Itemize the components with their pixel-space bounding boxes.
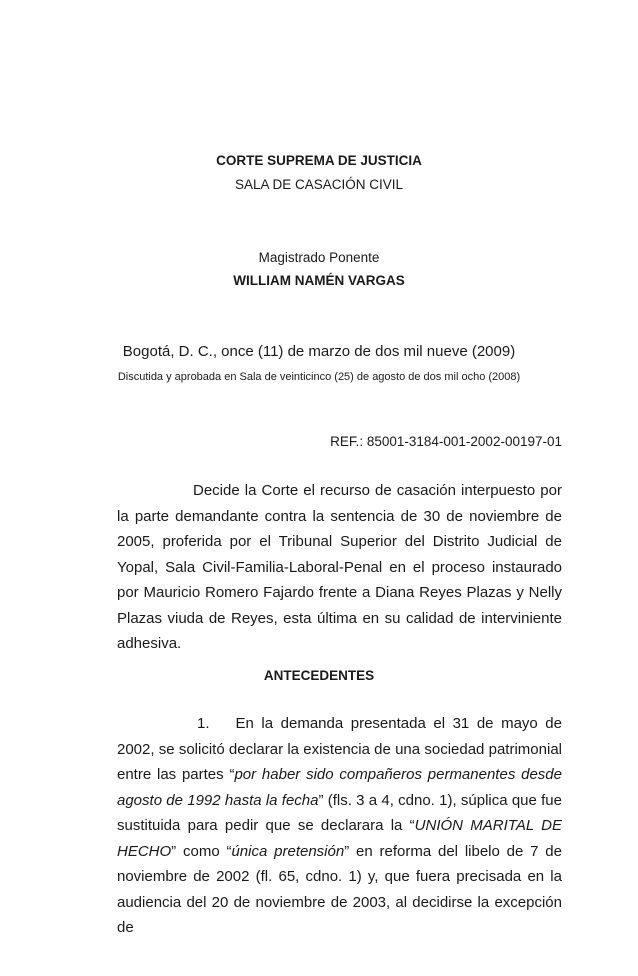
ponente-label: Magistrado Ponente xyxy=(258,250,380,265)
court-name: CORTE SUPREMA DE JUSTICIA xyxy=(216,153,422,168)
antecedent-item-1 xyxy=(117,711,562,941)
chamber-name: SALA DE CASACIÓN CIVIL xyxy=(234,177,404,192)
item-quote: UNIÓN MARITAL DE HECHO xyxy=(117,817,562,860)
item-text: ” como “ xyxy=(171,842,232,860)
item-text: ” en reforma del libelo de 7 de noviembre de 2002 (fl. 65, cdno. 1) y, que fuera precisada en la audiencia del 20 de noviembre de 2003, al decidirse la excepción de xyxy=(117,842,562,936)
intro-paragraph: Decide la Corte el recurso de casación interpuesto por la parte demandante contra la sentencia de 30 de noviembre de 2005, proferida por el Tribunal Superior del Distrito Judicial de Yopal, Sala Civil-Familia-Laboral-Penal en el proceso instaurado por Mauricio Romero Fajardo frente a Diana Reyes Plazas y Nelly Plazas viuda de Reyes, esta última en su calidad de interviniente adhesiva. xyxy=(117,482,562,652)
case-reference: REF.: 85001-3184-001-2002-00197-01 xyxy=(330,434,562,449)
item-quote: única pretensión xyxy=(231,842,345,860)
item-text: En la demanda presentada el 31 de mayo de 2002, se solicitó declarar la existencia de una sociedad patrimonial entre las partes “ xyxy=(117,715,562,783)
section-title: ANTECEDENTES xyxy=(263,668,375,683)
item-quote: por haber sido compañeros permanentes desde agosto de 1992 hasta la fecha xyxy=(117,766,562,809)
magistrate-name: WILLIAM NAMÉN VARGAS xyxy=(233,273,405,288)
date-line: Bogotá, D. C., once (11) de marzo de dos mil nueve (2009) xyxy=(122,343,516,360)
item-text: ” (fls. 3 a 4, cdno. 1), súplica que fue sustituida para pedir que se declarara la “ xyxy=(117,791,562,834)
item-number: 1. xyxy=(197,715,210,732)
discussed-line: Discutida y aprobada en Sala de veinticinco (25) de agosto de dos mil ocho (2008) xyxy=(117,371,521,383)
